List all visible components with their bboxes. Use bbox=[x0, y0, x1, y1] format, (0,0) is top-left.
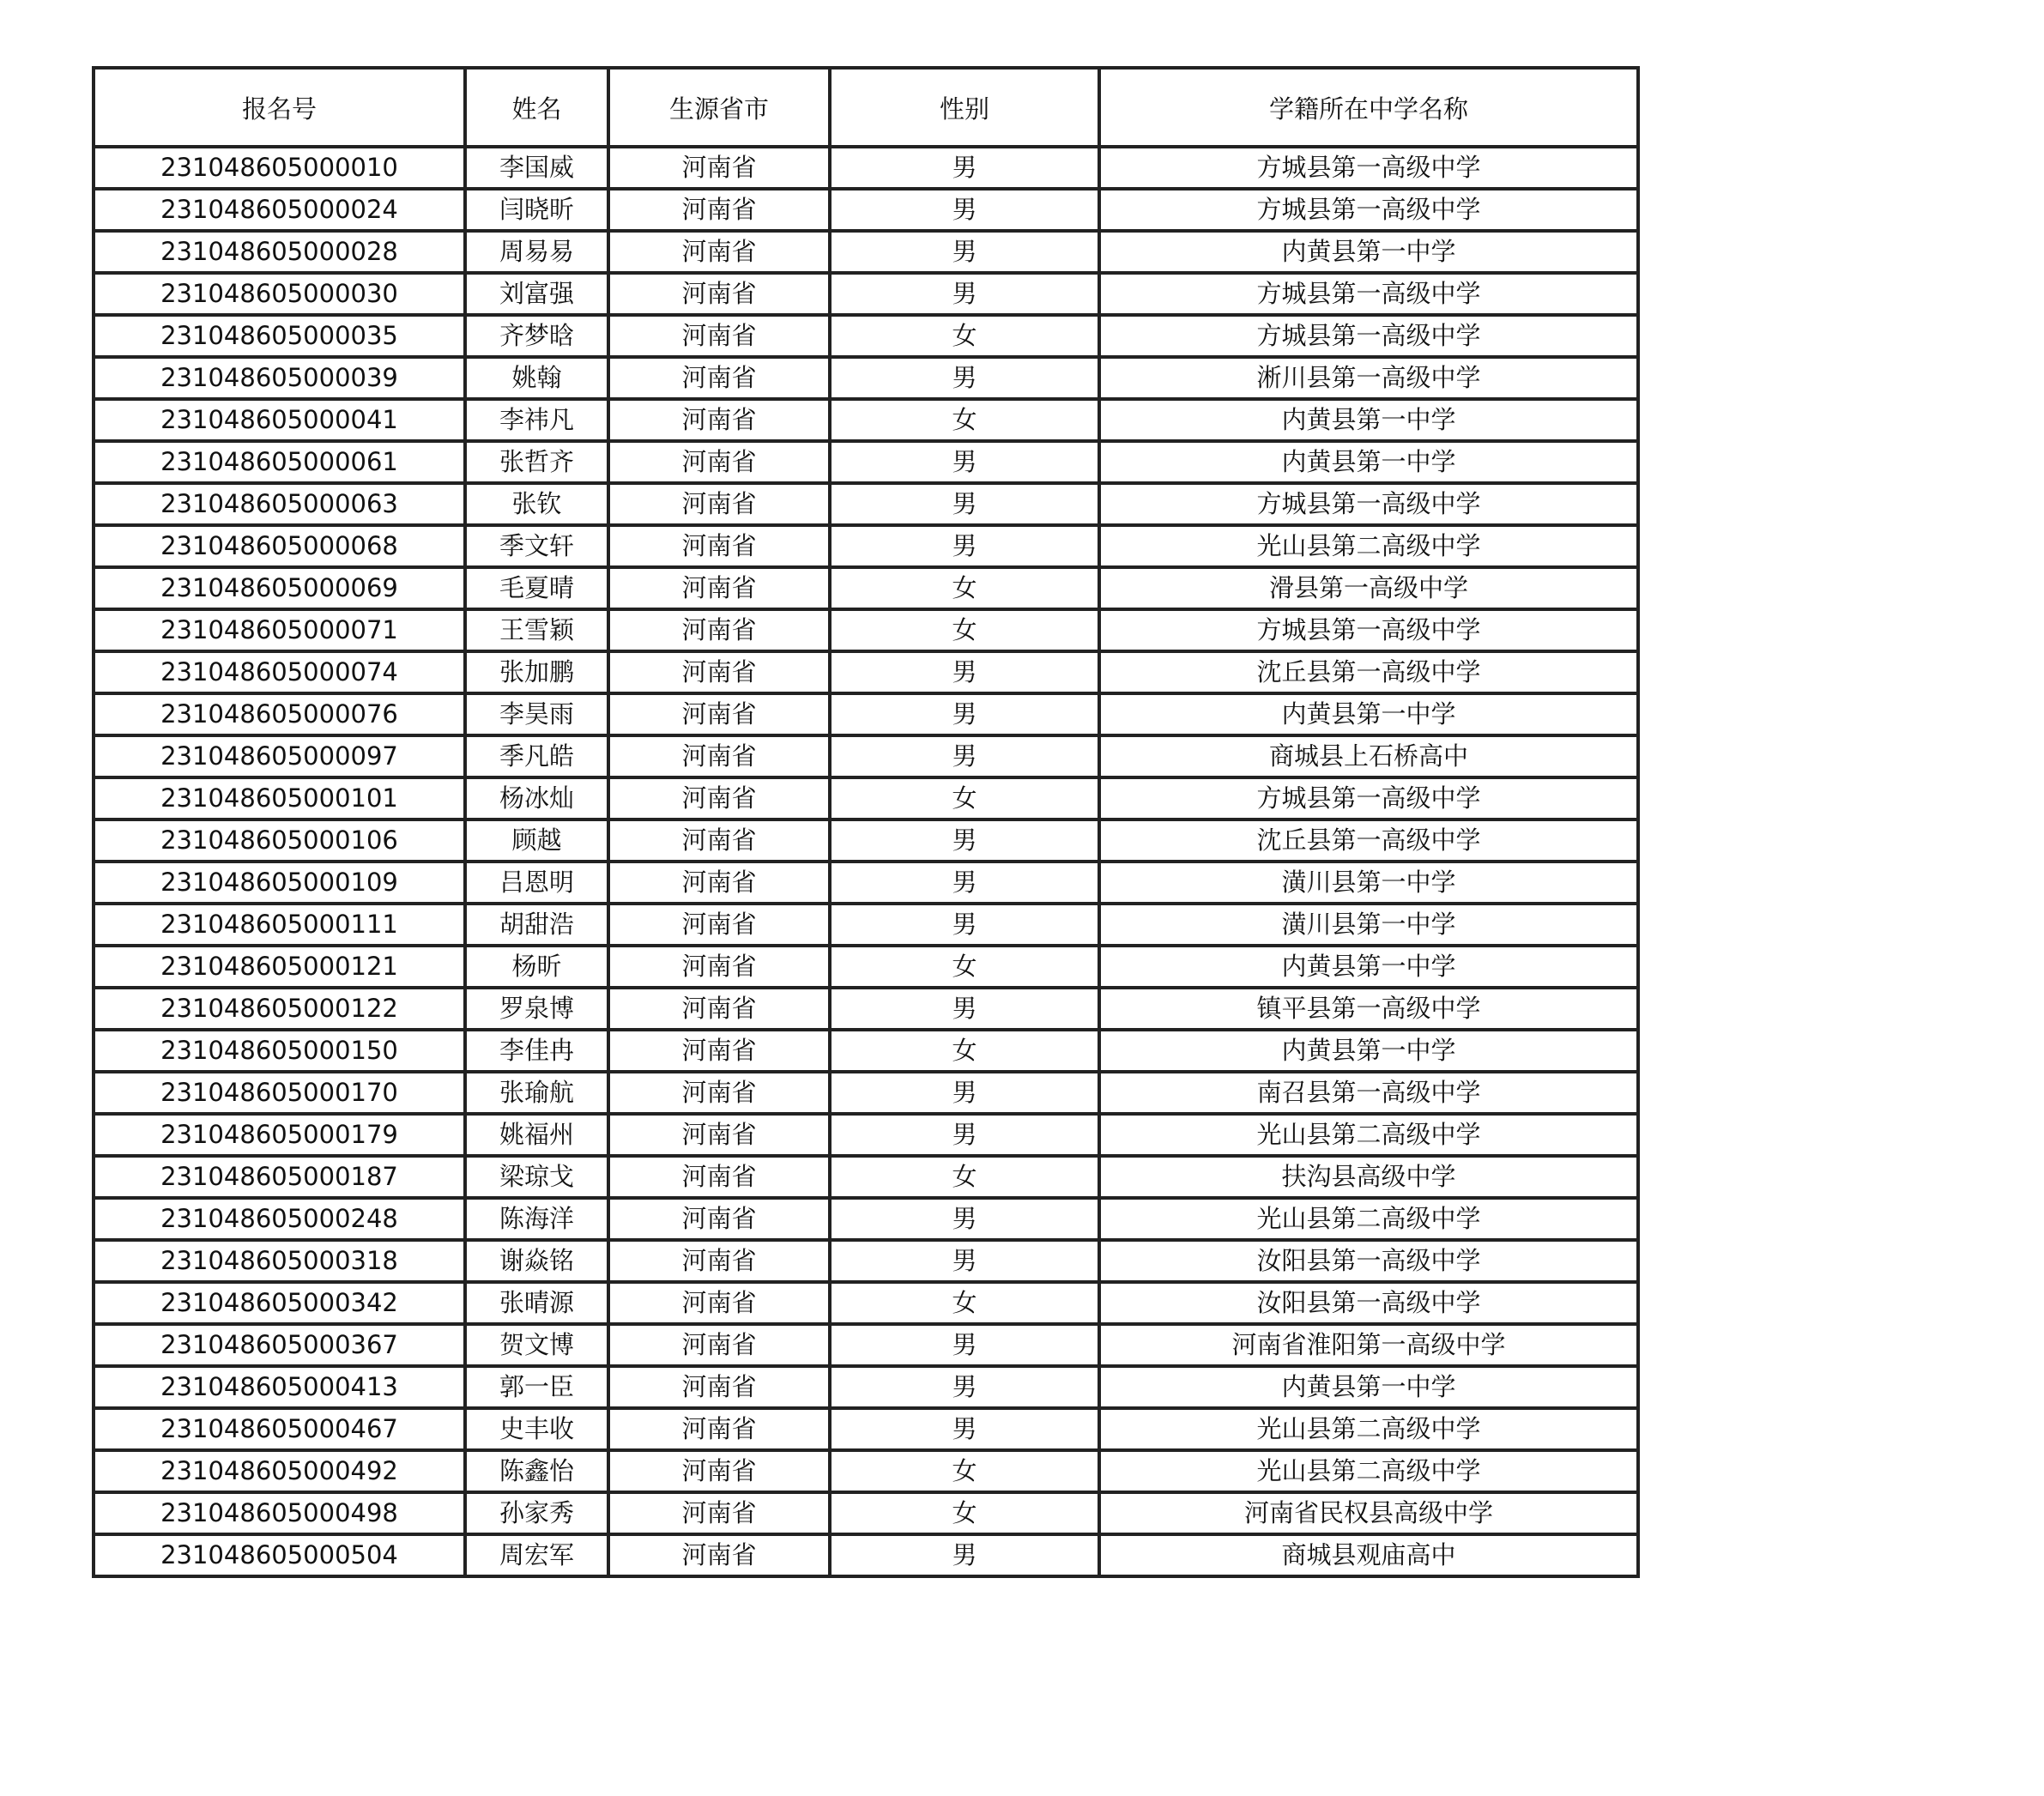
cell-gender: 男 bbox=[830, 1114, 1099, 1156]
table-row bbox=[94, 441, 1638, 483]
cell-gender: 男 bbox=[830, 273, 1099, 315]
cell-gender: 男 bbox=[830, 819, 1099, 862]
cell-school-name: 方城县第一高级中学 bbox=[1099, 189, 1638, 231]
cell-school-name: 内黄县第一中学 bbox=[1099, 399, 1638, 441]
table-row bbox=[94, 525, 1638, 567]
cell-school-name: 沈丘县第一高级中学 bbox=[1099, 819, 1638, 862]
cell-school-name: 光山县第二高级中学 bbox=[1099, 1408, 1638, 1450]
table-row bbox=[94, 273, 1638, 315]
cell-source-province: 河南省 bbox=[608, 357, 830, 399]
cell-name: 郭一臣 bbox=[465, 1366, 608, 1408]
cell-registration-number: 231048605000413 bbox=[94, 1366, 465, 1408]
cell-registration-number: 231048605000492 bbox=[94, 1450, 465, 1492]
cell-registration-number: 231048605000071 bbox=[94, 609, 465, 651]
cell-registration-number: 231048605000367 bbox=[94, 1324, 465, 1366]
cell-name: 胡甜浩 bbox=[465, 904, 608, 946]
table-row bbox=[94, 1072, 1638, 1114]
cell-source-province: 河南省 bbox=[608, 1114, 830, 1156]
header-row bbox=[94, 68, 1638, 147]
header-registration-number: 报名号 bbox=[94, 68, 465, 147]
cell-source-province: 河南省 bbox=[608, 1240, 830, 1282]
table-row bbox=[94, 777, 1638, 819]
cell-gender: 男 bbox=[830, 1408, 1099, 1450]
cell-name: 梁琼戈 bbox=[465, 1156, 608, 1198]
cell-name: 贺文博 bbox=[465, 1324, 608, 1366]
table-row bbox=[94, 399, 1638, 441]
cell-source-province: 河南省 bbox=[608, 231, 830, 273]
table-row bbox=[94, 1450, 1638, 1492]
cell-school-name: 方城县第一高级中学 bbox=[1099, 609, 1638, 651]
cell-name: 罗泉博 bbox=[465, 988, 608, 1030]
cell-school-name: 汝阳县第一高级中学 bbox=[1099, 1240, 1638, 1282]
cell-gender: 男 bbox=[830, 525, 1099, 567]
cell-school-name: 南召县第一高级中学 bbox=[1099, 1072, 1638, 1114]
cell-school-name: 河南省民权县高级中学 bbox=[1099, 1492, 1638, 1534]
cell-registration-number: 231048605000111 bbox=[94, 904, 465, 946]
cell-registration-number: 231048605000063 bbox=[94, 483, 465, 525]
cell-source-province: 河南省 bbox=[608, 525, 830, 567]
header-school-name: 学籍所在中学名称 bbox=[1099, 68, 1638, 147]
cell-source-province: 河南省 bbox=[608, 315, 830, 357]
cell-gender: 女 bbox=[830, 315, 1099, 357]
cell-name: 王雪颖 bbox=[465, 609, 608, 651]
cell-gender: 男 bbox=[830, 988, 1099, 1030]
cell-gender: 男 bbox=[830, 441, 1099, 483]
cell-name: 谢焱铭 bbox=[465, 1240, 608, 1282]
cell-source-province: 河南省 bbox=[608, 147, 830, 189]
cell-school-name: 方城县第一高级中学 bbox=[1099, 147, 1638, 189]
cell-school-name: 滑县第一高级中学 bbox=[1099, 567, 1638, 609]
cell-registration-number: 231048605000030 bbox=[94, 273, 465, 315]
cell-school-name: 内黄县第一中学 bbox=[1099, 1366, 1638, 1408]
cell-registration-number: 231048605000024 bbox=[94, 189, 465, 231]
cell-gender: 男 bbox=[830, 357, 1099, 399]
cell-registration-number: 231048605000010 bbox=[94, 147, 465, 189]
cell-registration-number: 231048605000498 bbox=[94, 1492, 465, 1534]
cell-gender: 女 bbox=[830, 777, 1099, 819]
cell-school-name: 内黄县第一中学 bbox=[1099, 693, 1638, 735]
cell-name: 李昊雨 bbox=[465, 693, 608, 735]
cell-name: 张加鹏 bbox=[465, 651, 608, 693]
table-row bbox=[94, 946, 1638, 988]
cell-registration-number: 231048605000179 bbox=[94, 1114, 465, 1156]
table-row bbox=[94, 1366, 1638, 1408]
table-row bbox=[94, 693, 1638, 735]
cell-school-name: 内黄县第一中学 bbox=[1099, 946, 1638, 988]
cell-school-name: 汝阳县第一高级中学 bbox=[1099, 1282, 1638, 1324]
table-row bbox=[94, 1492, 1638, 1534]
cell-school-name: 光山县第二高级中学 bbox=[1099, 1450, 1638, 1492]
cell-source-province: 河南省 bbox=[608, 1408, 830, 1450]
table-row bbox=[94, 189, 1638, 231]
cell-school-name: 光山县第二高级中学 bbox=[1099, 1198, 1638, 1240]
cell-name: 周宏军 bbox=[465, 1534, 608, 1576]
cell-registration-number: 231048605000041 bbox=[94, 399, 465, 441]
cell-source-province: 河南省 bbox=[608, 735, 830, 777]
cell-source-province: 河南省 bbox=[608, 483, 830, 525]
cell-gender: 女 bbox=[830, 1030, 1099, 1072]
cell-gender: 男 bbox=[830, 862, 1099, 904]
cell-registration-number: 231048605000101 bbox=[94, 777, 465, 819]
table-row bbox=[94, 483, 1638, 525]
cell-registration-number: 231048605000097 bbox=[94, 735, 465, 777]
cell-source-province: 河南省 bbox=[608, 399, 830, 441]
cell-school-name: 潢川县第一中学 bbox=[1099, 904, 1638, 946]
cell-school-name: 光山县第二高级中学 bbox=[1099, 525, 1638, 567]
cell-gender: 女 bbox=[830, 1450, 1099, 1492]
cell-registration-number: 231048605000121 bbox=[94, 946, 465, 988]
table-row bbox=[94, 609, 1638, 651]
cell-school-name: 内黄县第一中学 bbox=[1099, 231, 1638, 273]
table-row bbox=[94, 1408, 1638, 1450]
cell-source-province: 河南省 bbox=[608, 189, 830, 231]
cell-school-name: 方城县第一高级中学 bbox=[1099, 315, 1638, 357]
cell-source-province: 河南省 bbox=[608, 777, 830, 819]
cell-source-province: 河南省 bbox=[608, 904, 830, 946]
cell-name: 张瑜航 bbox=[465, 1072, 608, 1114]
cell-gender: 男 bbox=[830, 1240, 1099, 1282]
cell-registration-number: 231048605000069 bbox=[94, 567, 465, 609]
cell-source-province: 河南省 bbox=[608, 693, 830, 735]
cell-source-province: 河南省 bbox=[608, 1030, 830, 1072]
cell-source-province: 河南省 bbox=[608, 609, 830, 651]
cell-school-name: 商城县上石桥高中 bbox=[1099, 735, 1638, 777]
cell-name: 李佳冉 bbox=[465, 1030, 608, 1072]
cell-gender: 女 bbox=[830, 1282, 1099, 1324]
cell-source-province: 河南省 bbox=[608, 946, 830, 988]
cell-registration-number: 231048605000342 bbox=[94, 1282, 465, 1324]
cell-registration-number: 231048605000248 bbox=[94, 1198, 465, 1240]
cell-source-province: 河南省 bbox=[608, 819, 830, 862]
cell-registration-number: 231048605000187 bbox=[94, 1156, 465, 1198]
cell-source-province: 河南省 bbox=[608, 1072, 830, 1114]
cell-gender: 男 bbox=[830, 189, 1099, 231]
cell-gender: 男 bbox=[830, 231, 1099, 273]
cell-school-name: 扶沟县高级中学 bbox=[1099, 1156, 1638, 1198]
cell-registration-number: 231048605000150 bbox=[94, 1030, 465, 1072]
cell-source-province: 河南省 bbox=[608, 273, 830, 315]
cell-name: 闫晓昕 bbox=[465, 189, 608, 231]
cell-name: 孙家秀 bbox=[465, 1492, 608, 1534]
header-gender: 性别 bbox=[830, 68, 1099, 147]
cell-registration-number: 231048605000068 bbox=[94, 525, 465, 567]
table-row bbox=[94, 862, 1638, 904]
cell-gender: 女 bbox=[830, 1156, 1099, 1198]
table-row bbox=[94, 357, 1638, 399]
cell-school-name: 光山县第二高级中学 bbox=[1099, 1114, 1638, 1156]
table-row bbox=[94, 1534, 1638, 1576]
header-source-province: 生源省市 bbox=[608, 68, 830, 147]
cell-name: 季凡皓 bbox=[465, 735, 608, 777]
cell-name: 周易易 bbox=[465, 231, 608, 273]
cell-source-province: 河南省 bbox=[608, 1324, 830, 1366]
cell-registration-number: 231048605000039 bbox=[94, 357, 465, 399]
table-row bbox=[94, 819, 1638, 862]
cell-registration-number: 231048605000074 bbox=[94, 651, 465, 693]
cell-source-province: 河南省 bbox=[608, 1282, 830, 1324]
cell-source-province: 河南省 bbox=[608, 1366, 830, 1408]
cell-name: 吕恩明 bbox=[465, 862, 608, 904]
header-name: 姓名 bbox=[465, 68, 608, 147]
cell-gender: 女 bbox=[830, 399, 1099, 441]
table-row bbox=[94, 1114, 1638, 1156]
table-row bbox=[94, 147, 1638, 189]
cell-school-name: 方城县第一高级中学 bbox=[1099, 777, 1638, 819]
cell-gender: 男 bbox=[830, 904, 1099, 946]
cell-name: 姚翰 bbox=[465, 357, 608, 399]
cell-registration-number: 231048605000504 bbox=[94, 1534, 465, 1576]
cell-school-name: 方城县第一高级中学 bbox=[1099, 483, 1638, 525]
cell-source-province: 河南省 bbox=[608, 1156, 830, 1198]
table-row bbox=[94, 988, 1638, 1030]
cell-gender: 男 bbox=[830, 693, 1099, 735]
cell-school-name: 内黄县第一中学 bbox=[1099, 1030, 1638, 1072]
cell-registration-number: 231048605000061 bbox=[94, 441, 465, 483]
table-row bbox=[94, 1282, 1638, 1324]
cell-gender: 男 bbox=[830, 1072, 1099, 1114]
cell-name: 李祎凡 bbox=[465, 399, 608, 441]
cell-name: 季文轩 bbox=[465, 525, 608, 567]
cell-registration-number: 231048605000467 bbox=[94, 1408, 465, 1450]
table-row bbox=[94, 735, 1638, 777]
table-row bbox=[94, 1240, 1638, 1282]
cell-source-province: 河南省 bbox=[608, 862, 830, 904]
cell-source-province: 河南省 bbox=[608, 1534, 830, 1576]
cell-source-province: 河南省 bbox=[608, 1198, 830, 1240]
cell-registration-number: 231048605000122 bbox=[94, 988, 465, 1030]
cell-name: 齐梦晗 bbox=[465, 315, 608, 357]
cell-school-name: 商城县观庙高中 bbox=[1099, 1534, 1638, 1576]
cell-source-province: 河南省 bbox=[608, 1450, 830, 1492]
cell-name: 杨昕 bbox=[465, 946, 608, 988]
cell-name: 史丰收 bbox=[465, 1408, 608, 1450]
cell-source-province: 河南省 bbox=[608, 988, 830, 1030]
cell-registration-number: 231048605000318 bbox=[94, 1240, 465, 1282]
cell-school-name: 内黄县第一中学 bbox=[1099, 441, 1638, 483]
cell-name: 刘富强 bbox=[465, 273, 608, 315]
cell-name: 毛夏晴 bbox=[465, 567, 608, 609]
cell-name: 姚福州 bbox=[465, 1114, 608, 1156]
cell-school-name: 方城县第一高级中学 bbox=[1099, 273, 1638, 315]
cell-gender: 女 bbox=[830, 609, 1099, 651]
cell-school-name: 沈丘县第一高级中学 bbox=[1099, 651, 1638, 693]
cell-source-province: 河南省 bbox=[608, 1492, 830, 1534]
cell-registration-number: 231048605000106 bbox=[94, 819, 465, 862]
cell-school-name: 镇平县第一高级中学 bbox=[1099, 988, 1638, 1030]
cell-registration-number: 231048605000028 bbox=[94, 231, 465, 273]
cell-source-province: 河南省 bbox=[608, 441, 830, 483]
cell-name: 李国威 bbox=[465, 147, 608, 189]
table-row bbox=[94, 651, 1638, 693]
cell-name: 张钦 bbox=[465, 483, 608, 525]
cell-registration-number: 231048605000076 bbox=[94, 693, 465, 735]
cell-gender: 男 bbox=[830, 1366, 1099, 1408]
cell-registration-number: 231048605000035 bbox=[94, 315, 465, 357]
cell-gender: 男 bbox=[830, 1198, 1099, 1240]
table-row bbox=[94, 904, 1638, 946]
cell-gender: 男 bbox=[830, 147, 1099, 189]
cell-gender: 女 bbox=[830, 567, 1099, 609]
table-row bbox=[94, 231, 1638, 273]
cell-school-name: 淅川县第一高级中学 bbox=[1099, 357, 1638, 399]
table-row bbox=[94, 315, 1638, 357]
cell-school-name: 潢川县第一中学 bbox=[1099, 862, 1638, 904]
cell-school-name: 河南省淮阳第一高级中学 bbox=[1099, 1324, 1638, 1366]
cell-gender: 男 bbox=[830, 735, 1099, 777]
table-row bbox=[94, 1156, 1638, 1198]
table-row bbox=[94, 1030, 1638, 1072]
table-row bbox=[94, 567, 1638, 609]
cell-source-province: 河南省 bbox=[608, 651, 830, 693]
table-body bbox=[94, 147, 1638, 1576]
cell-gender: 男 bbox=[830, 483, 1099, 525]
cell-name: 陈海洋 bbox=[465, 1198, 608, 1240]
cell-gender: 男 bbox=[830, 1324, 1099, 1366]
cell-gender: 男 bbox=[830, 1534, 1099, 1576]
cell-name: 杨冰灿 bbox=[465, 777, 608, 819]
table-row bbox=[94, 1324, 1638, 1366]
cell-name: 张哲齐 bbox=[465, 441, 608, 483]
cell-registration-number: 231048605000109 bbox=[94, 862, 465, 904]
cell-name: 顾越 bbox=[465, 819, 608, 862]
cell-gender: 男 bbox=[830, 651, 1099, 693]
table-row bbox=[94, 1198, 1638, 1240]
cell-registration-number: 231048605000170 bbox=[94, 1072, 465, 1114]
cell-gender: 女 bbox=[830, 1492, 1099, 1534]
cell-name: 陈鑫怡 bbox=[465, 1450, 608, 1492]
cell-gender: 女 bbox=[830, 946, 1099, 988]
student-list-table bbox=[92, 66, 1640, 1578]
cell-name: 张晴源 bbox=[465, 1282, 608, 1324]
cell-source-province: 河南省 bbox=[608, 567, 830, 609]
